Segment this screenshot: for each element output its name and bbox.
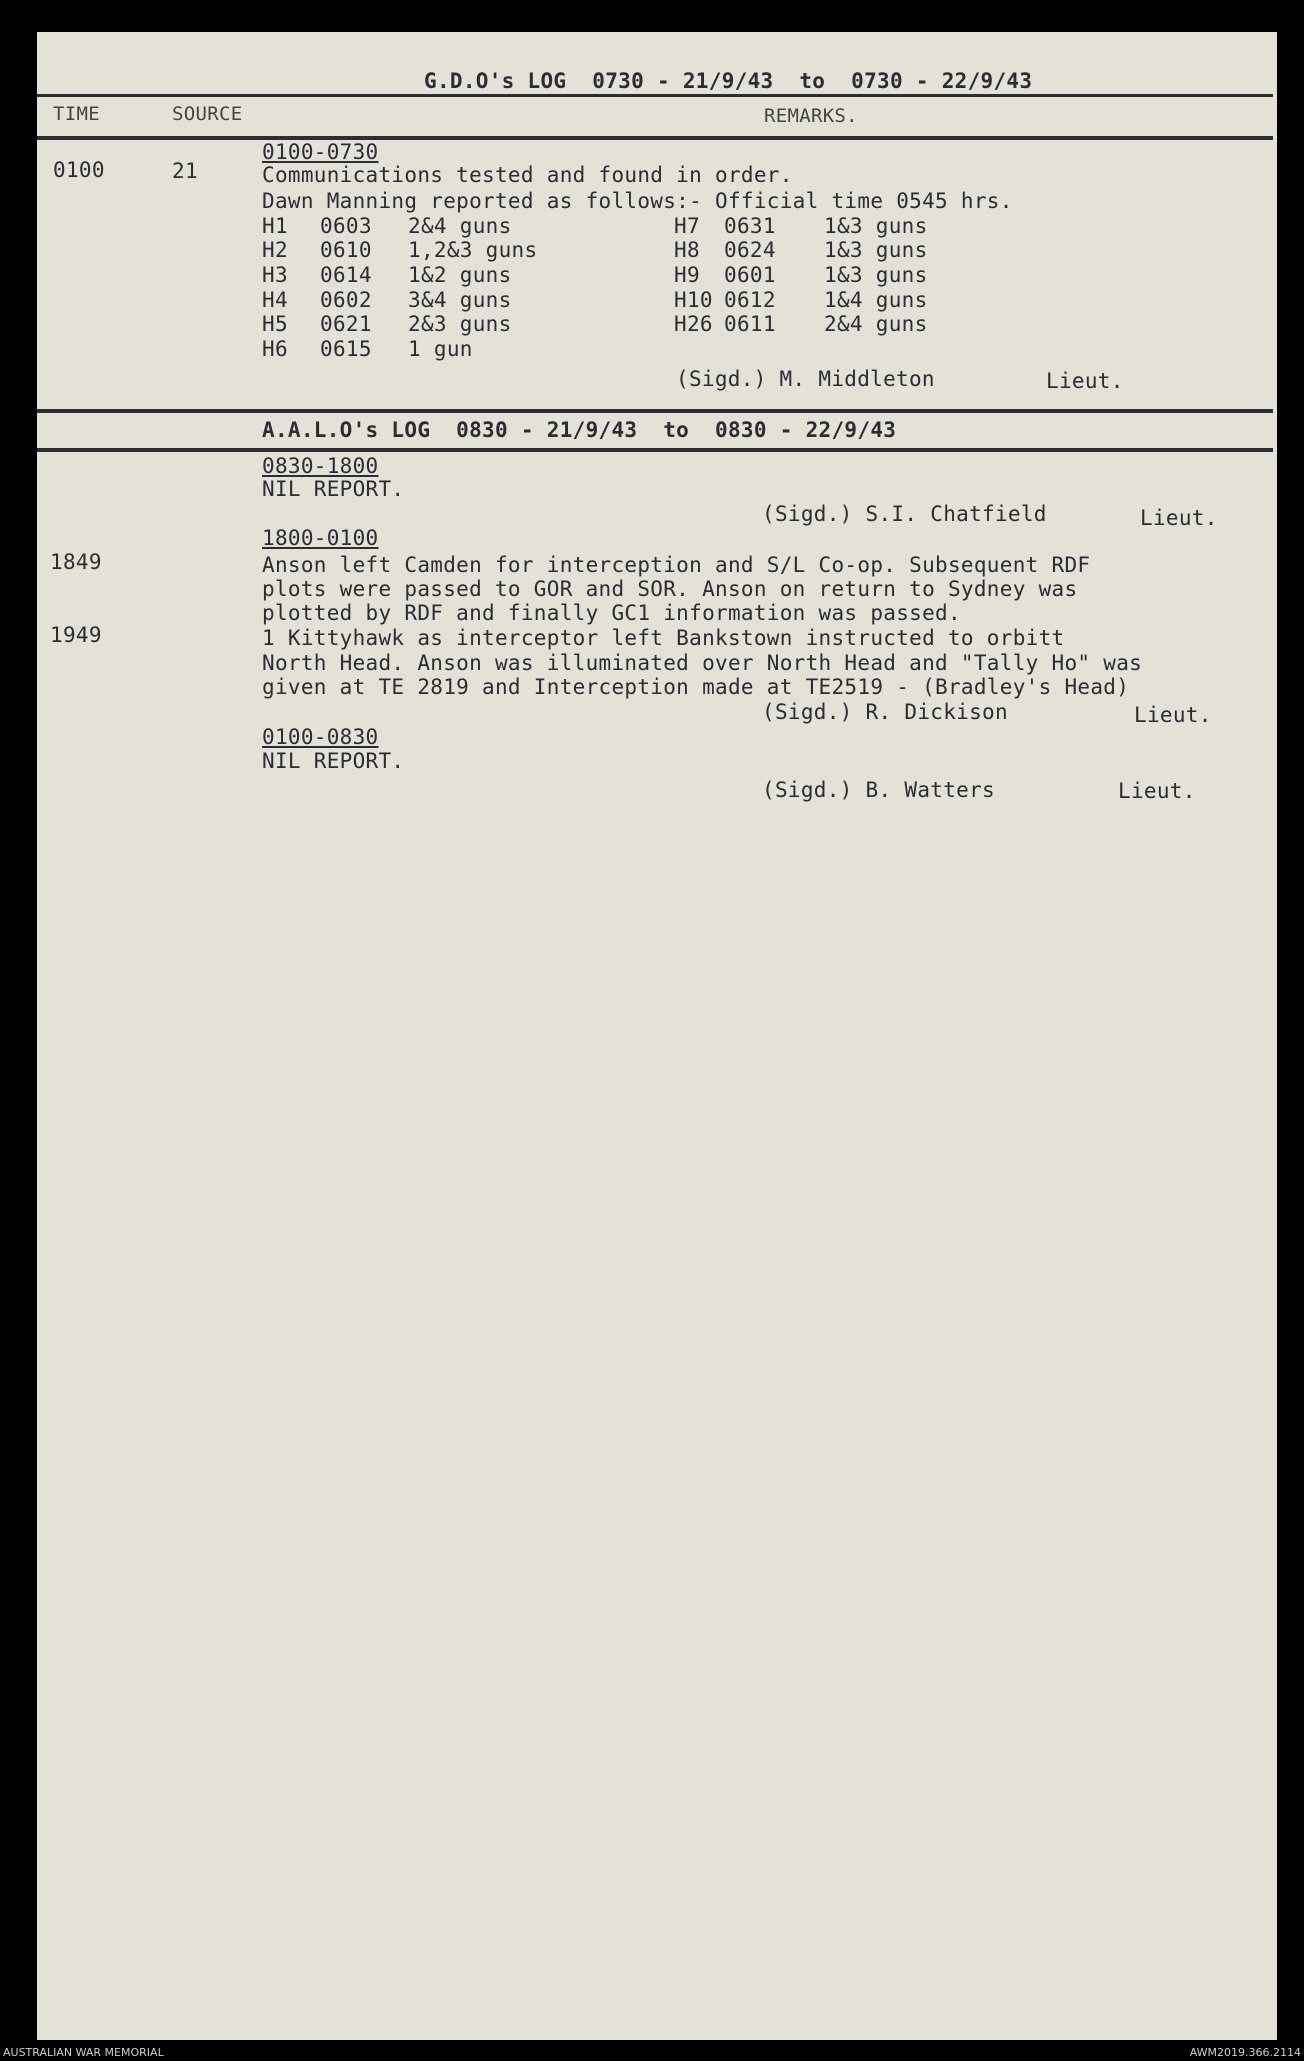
gun-entry: 0612 [724, 288, 776, 312]
p1-signature: (Sigd.) S.I. Chatfield [762, 502, 1047, 526]
gun-entry: 0621 [320, 312, 372, 336]
gun-entry: H10 [674, 288, 713, 312]
gun-entry: 1&2 guns [408, 263, 512, 287]
log1-line1: Communications tested and found in order. [262, 163, 793, 187]
document-page [37, 32, 1277, 2040]
log1-source: 21 [172, 159, 198, 183]
p3-rank: Lieut. [1118, 779, 1196, 803]
gun-entry: 3&4 guns [408, 288, 512, 312]
gun-entry: 2&3 guns [408, 312, 512, 336]
entry-time: 1949 [50, 623, 102, 647]
gun-entry: H26 [674, 312, 713, 336]
p2-period: 1800-0100 [262, 526, 379, 550]
gun-entry: H7 [674, 214, 700, 238]
log1-title: G.D.O's LOG 0730 - 21/9/43 to 0730 - 22/9/43 [424, 69, 1033, 93]
gun-entry: 0614 [320, 263, 372, 287]
log2-title: A.A.L.O's LOG 0830 - 21/9/43 to 0830 - 22/9/43 [262, 418, 897, 442]
entry-line: Anson left Camden for interception and S/L Co-op. Subsequent RDF [262, 553, 1091, 577]
gun-entry: 1,2&3 guns [408, 238, 538, 262]
log2-rule-bottom [37, 448, 1273, 452]
footer-reference: AWM2019.366.2114 [1189, 2046, 1301, 2059]
gun-entry: 0611 [724, 312, 776, 336]
entry-line: North Head. Anson was illuminated over North Head and "Tally Ho" was [262, 651, 1143, 675]
gun-entry: 2&4 guns [824, 312, 928, 336]
gun-entry: H9 [674, 263, 700, 287]
gun-entry: 0601 [724, 263, 776, 287]
header-rule-bottom [37, 136, 1273, 140]
gun-entry: 1&3 guns [824, 263, 928, 287]
p3-period: 0100-0830 [262, 725, 379, 749]
gun-entry: H6 [262, 337, 288, 361]
entry-line: given at TE 2819 and Interception made at TE2519 - (Bradley's Head) [262, 675, 1130, 699]
p1-text: NIL REPORT. [262, 477, 405, 501]
gun-entry: 0610 [320, 238, 372, 262]
gun-entry: 1&3 guns [824, 238, 928, 262]
footer-credit: AUSTRALIAN WAR MEMORIAL [3, 2046, 164, 2059]
p1-rank: Lieut. [1140, 506, 1218, 530]
p2-rank: Lieut. [1134, 703, 1212, 727]
log2-rule-top [37, 409, 1273, 413]
gun-entry: 0615 [320, 337, 372, 361]
gun-entry: H3 [262, 263, 288, 287]
p3-text: NIL REPORT. [262, 749, 405, 773]
gun-entry: 0602 [320, 288, 372, 312]
entry-line: 1 Kittyhawk as interceptor left Bankstown instructed to orbitt [262, 626, 1065, 650]
gun-entry: 1&3 guns [824, 214, 928, 238]
log1-period: 0100-0730 [262, 140, 379, 164]
col-header-source: SOURCE [172, 103, 243, 125]
gun-entry: H5 [262, 312, 288, 336]
gun-entry: H4 [262, 288, 288, 312]
col-header-remarks: REMARKS. [764, 105, 858, 127]
gun-entry: H8 [674, 238, 700, 262]
gun-entry: 0603 [320, 214, 372, 238]
gun-entry: 0631 [724, 214, 776, 238]
p3-signature: (Sigd.) B. Watters [762, 778, 995, 802]
log1-rank: Lieut. [1046, 369, 1124, 393]
col-header-time: TIME [53, 103, 100, 125]
entry-time: 1849 [50, 550, 102, 574]
gun-entry: 1&4 guns [824, 288, 928, 312]
gun-entry: 0624 [724, 238, 776, 262]
gun-entry: 1 gun [408, 337, 473, 361]
header-rule-top [37, 94, 1273, 97]
p2-signature: (Sigd.) R. Dickison [762, 700, 1008, 724]
log1-line2: Dawn Manning reported as follows:- Official time 0545 hrs. [262, 189, 1013, 213]
gun-entry: H2 [262, 238, 288, 262]
log1-signature: (Sigd.) M. Middleton [676, 367, 935, 391]
p1-period: 0830-1800 [262, 454, 379, 478]
entry-line: plotted by RDF and finally GC1 information was passed. [262, 601, 961, 625]
gun-entry: 2&4 guns [408, 214, 512, 238]
gun-entry: H1 [262, 214, 288, 238]
entry-line: plots were passed to GOR and SOR. Anson on return to Sydney was [262, 577, 1078, 601]
log1-time: 0100 [53, 158, 105, 182]
